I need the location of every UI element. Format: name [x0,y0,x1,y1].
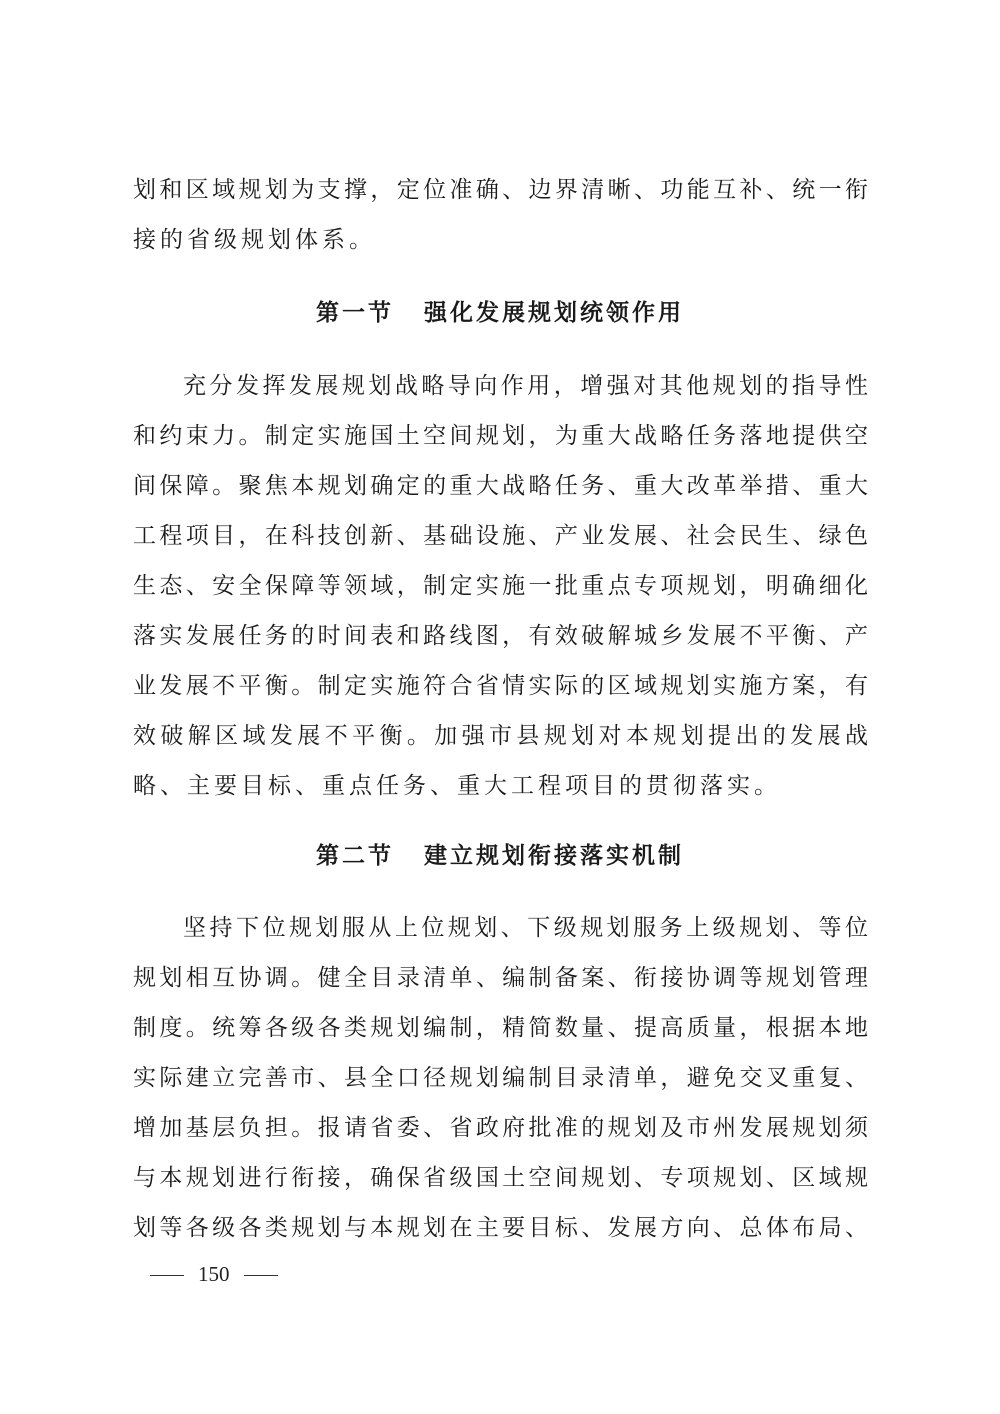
intro-line-2: 接的省级规划体系。 [133,227,376,253]
section1-line-8: 效破解区域发展不平衡。加强市县规划对本规划提出的发展战 [133,723,868,749]
section1-title: 强化发展规划统领作用 [424,299,684,326]
section1-line-4: 工程项目，在科技创新、基础设施、产业发展、社会民生、绿色 [133,523,868,549]
section2-line-4: 实际建立完善市、县全口径规划编制目录清单，避免交叉重复、 [133,1065,868,1091]
section2-line-6: 与本规划进行衔接，确保省级国土空间规划、专项规划、区域规 [133,1165,868,1191]
section1-line-3: 间保障。聚焦本规划确定的重大战略任务、重大改革举措、重大 [133,473,868,499]
page-footer [150,1259,278,1289]
section2-line-3: 制度。统筹各级各类规划编制，精简数量、提高质量，根据本地 [133,1015,868,1041]
section2-line-7: 划等各级各类规划与本规划在主要目标、发展方向、总体布局、 [133,1215,868,1241]
page-number: 150 [198,1262,230,1286]
section1-line-2: 和约束力。制定实施国土空间规划，为重大战略任务落地提供空 [133,423,868,449]
section1-line-7: 业发展不平衡。制定实施符合省情实际的区域规划实施方案，有 [133,673,868,699]
section1-heading [0,293,1000,333]
section1-number: 第一节 [316,299,394,326]
section2-line-2: 规划相互协调。健全目录清单、编制备案、衔接协调等规划管理 [133,965,868,991]
section2-heading [0,836,1000,876]
footer-dash-right [244,1275,278,1276]
footer-dash-left [150,1275,184,1276]
section1-line-9: 略、主要目标、重点任务、重大工程项目的贯彻落实。 [133,773,781,799]
section1-line-5: 生态、安全保障等领域，制定实施一批重点专项规划，明确细化 [133,573,868,599]
section2-title: 建立规划衔接落实机制 [424,842,684,869]
section2-number: 第二节 [316,842,394,869]
section1-line-6: 落实发展任务的时间表和路线图，有效破解城乡发展不平衡、产 [133,623,868,649]
section2-line-1: 坚持下位规划服从上位规划、下级规划服务上级规划、等位 [183,915,868,941]
section2-line-5: 增加基层负担。报请省委、省政府批准的规划及市州发展规划须 [133,1115,868,1141]
section1-line-1: 充分发挥发展规划战略导向作用，增强对其他规划的指导性 [183,373,868,399]
intro-line-1: 划和区域规划为支撑，定位准确、边界清晰、功能互补、统一衔 [133,177,868,203]
